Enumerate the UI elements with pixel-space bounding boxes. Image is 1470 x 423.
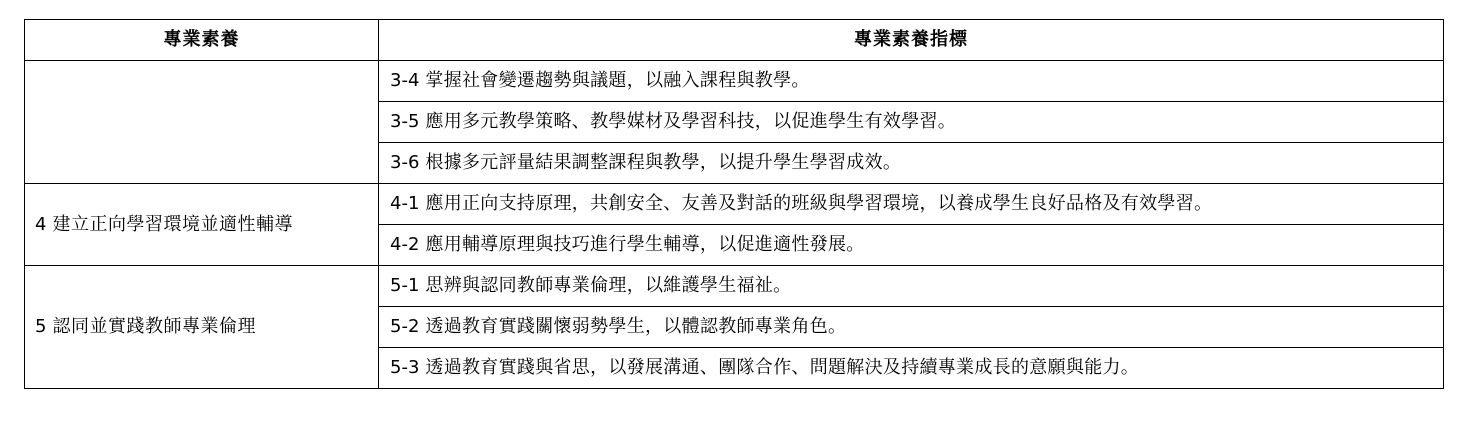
table-row <box>25 266 1444 307</box>
indicator-text: 掌握社會變遷趨勢與議題，以融入課程與教學。 <box>425 70 810 91</box>
competency-code: 5 <box>35 316 47 337</box>
header-competency: 專業素養 <box>25 20 379 61</box>
indicator-cell-3-5 <box>379 102 1444 143</box>
indicator-cell-5-2 <box>379 307 1444 348</box>
indicator-cell-3-4 <box>379 61 1444 102</box>
indicator-cell-5-1 <box>379 266 1444 307</box>
competency-text: 建立正向學習環境並適性輔導 <box>52 213 293 235</box>
indicator-cell-4-1 <box>379 184 1444 225</box>
indicator-code: 5-1 <box>390 275 420 296</box>
competency-cell-4 <box>25 184 379 266</box>
indicator-text: 透過教育實踐與省思，以發展溝通、團隊合作、問題解決及持續專業成長的意願與能力。 <box>425 357 1140 378</box>
indicator-text: 透過教育實踐關懷弱勢學生，以體認教師專業角色。 <box>425 316 847 337</box>
indicator-text: 思辨與認同教師專業倫理，以維護學生福祉。 <box>425 275 792 296</box>
table-row <box>25 61 1444 102</box>
competency-code: 4 <box>35 213 47 235</box>
indicator-code: 3-4 <box>390 70 420 91</box>
indicator-code: 5-3 <box>390 357 420 378</box>
competency-text: 認同並實踐教師專業倫理 <box>52 316 256 337</box>
indicator-cell-3-6 <box>379 143 1444 184</box>
indicator-text: 應用輔導原理與技巧進行學生輔導，以促進適性發展。 <box>425 234 865 255</box>
header-indicator: 專業素養指標 <box>379 20 1444 61</box>
indicator-cell-5-3 <box>379 348 1444 389</box>
indicator-cell-4-2 <box>379 225 1444 266</box>
indicator-code: 4-2 <box>390 234 420 255</box>
indicator-code: 5-2 <box>390 316 420 337</box>
competency-cell-5 <box>25 266 379 389</box>
indicator-text: 根據多元評量結果調整課程與教學，以提升學生學習成效。 <box>425 152 902 173</box>
indicator-text: 應用多元教學策略、教學媒材及學習科技，以促進學生有效學習。 <box>425 111 957 132</box>
indicator-code: 3-5 <box>390 111 420 132</box>
indicator-text: 應用正向支持原理，共創安全、友善及對話的班級與學習環境，以養成學生良好品格及有效學習。 <box>425 193 1213 214</box>
competency-table <box>24 19 1444 389</box>
indicator-code: 4-1 <box>390 193 420 214</box>
competency-cell-3 <box>25 61 379 184</box>
indicator-code: 3-6 <box>390 152 420 173</box>
table-header-row <box>25 20 1444 61</box>
table-row <box>25 184 1444 225</box>
